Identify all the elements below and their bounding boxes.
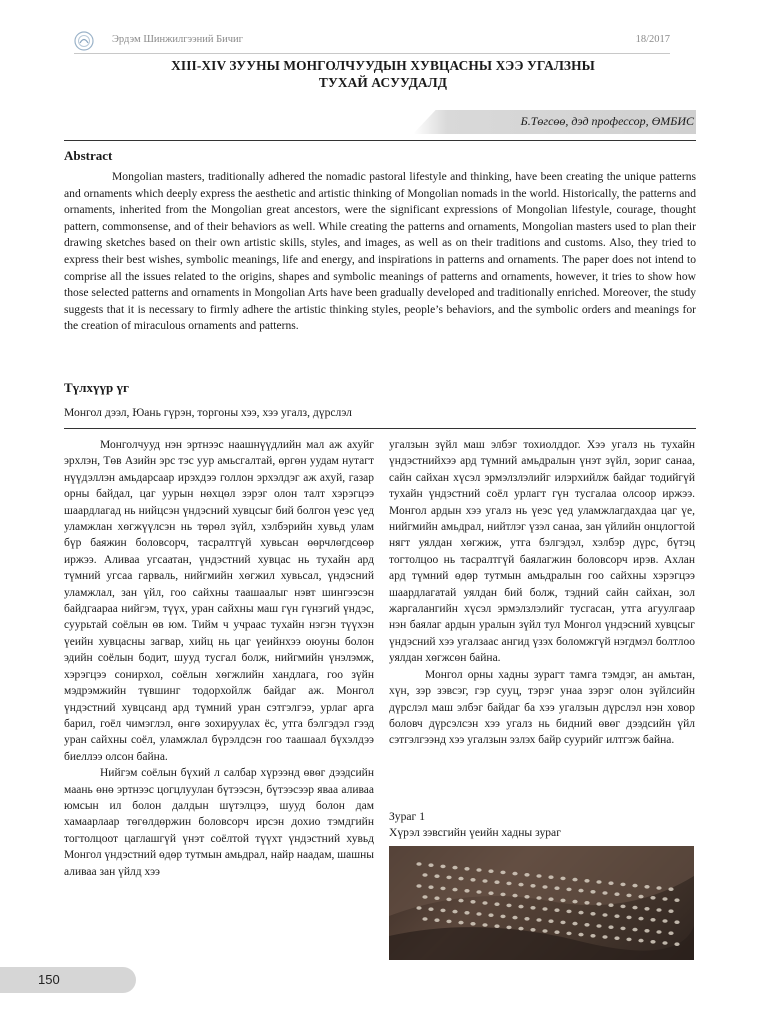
body-paragraph: Нийгэм соёлын бүхий л салбар хүрээнд өвөг дээдсийн маань өнө эртнээс цогцлуулан бүтээсэн, бүтээсээр яваа аливаа юмсын ил болон далдын шүтэлцээ, шууд болон дам хамаарлаар төгөлдөржин боловсорч ирсэн дохио тэмдгийн тогтолцоот цаглашгүй үнэт соёлтой түүхт үндэстний хувьд Монгол үндэстний өдөр тутмын амьдрал, найр наадам, шашны аливаа зан үйлд хээ (64, 767, 374, 878)
petroglyph-mark (662, 941, 667, 945)
petroglyph-mark (476, 890, 481, 894)
issue-number: 18/2017 (635, 34, 670, 45)
petroglyph-mark (476, 868, 481, 872)
petroglyph-mark (500, 871, 505, 875)
petroglyph-mark (500, 893, 505, 897)
petroglyph-mark (428, 885, 433, 889)
petroglyph-mark (452, 866, 457, 870)
petroglyph-mark (644, 885, 649, 889)
petroglyph-mark (614, 936, 619, 940)
keywords-heading: Түлхүүр үг (64, 380, 129, 395)
petroglyph-mark (572, 878, 577, 882)
petroglyph-mark (608, 925, 613, 929)
petroglyph-mark (434, 874, 439, 878)
body-column-right (389, 437, 695, 749)
petroglyph-mark (440, 865, 445, 869)
figure-caption: Хүрэл зэвсгийн үеийн хадны зураг (389, 826, 561, 839)
petroglyph-mark (542, 885, 547, 889)
petroglyph-mark (518, 905, 523, 909)
petroglyph-mark (632, 884, 637, 888)
petroglyph-mark (650, 896, 655, 900)
petroglyph-mark (584, 901, 589, 905)
petroglyph-mark (458, 921, 463, 925)
petroglyph-mark (662, 897, 667, 901)
petroglyph-mark (434, 918, 439, 922)
petroglyph-mark (644, 929, 649, 933)
petroglyph-mark (458, 899, 463, 903)
petroglyph-mark (452, 888, 457, 892)
page-number-tab (0, 967, 136, 993)
petroglyph-mark (620, 905, 625, 909)
petroglyph-mark (548, 897, 553, 901)
title-line-1: XIII-XIV ЗУУНЫ МОНГОЛЧУУДЫН ХУВЦАСНЫ ХЭЭ УГАЛЗНЫ (171, 58, 595, 73)
petroglyph-mark (644, 907, 649, 911)
petroglyph-mark (674, 898, 679, 902)
petroglyph-mark (548, 919, 553, 923)
petroglyph-mark (494, 924, 499, 928)
journal-logo-icon (74, 31, 94, 51)
petroglyph-mark (674, 942, 679, 946)
petroglyph-mark (518, 927, 523, 931)
petroglyph-mark (452, 910, 457, 914)
petroglyph-mark (548, 875, 553, 879)
petroglyph-mark (596, 902, 601, 906)
petroglyph-mark (554, 886, 559, 890)
petroglyph-mark (554, 908, 559, 912)
petroglyph-mark (536, 918, 541, 922)
petroglyph-mark (584, 879, 589, 883)
petroglyph-mark (638, 917, 643, 921)
petroglyph-mark (536, 896, 541, 900)
article-title (74, 57, 692, 91)
petroglyph-mark (530, 928, 535, 932)
petroglyph-mark (560, 899, 565, 903)
petroglyph-mark (512, 894, 517, 898)
petroglyph-mark (596, 924, 601, 928)
petroglyph-mark (626, 938, 631, 942)
petroglyph-mark (608, 903, 613, 907)
petroglyph-mark (530, 884, 535, 888)
petroglyph-mark (668, 931, 673, 935)
petroglyph-mark (632, 906, 637, 910)
petroglyph-mark (518, 883, 523, 887)
petroglyph-mark (650, 940, 655, 944)
petroglyph-mark (512, 872, 517, 876)
petroglyph-mark (524, 917, 529, 921)
petroglyph-mark (458, 877, 463, 881)
petroglyph-mark (446, 898, 451, 902)
petroglyph-mark (620, 883, 625, 887)
petroglyph-mark (542, 907, 547, 911)
petroglyph-mark (464, 911, 469, 915)
petroglyph-mark (440, 887, 445, 891)
petroglyph-mark (542, 929, 547, 933)
rock-art-pattern (389, 846, 694, 960)
petroglyph-mark (626, 894, 631, 898)
petroglyph-mark (674, 920, 679, 924)
petroglyph-mark (608, 881, 613, 885)
petroglyph-mark (446, 920, 451, 924)
petroglyph-mark (428, 863, 433, 867)
rock-art-photo (389, 846, 694, 960)
top-divider (64, 140, 696, 141)
petroglyph-mark (464, 867, 469, 871)
petroglyph-mark (614, 914, 619, 918)
author-line: Б.Төгсөө, дэд профессор, ӨМБИС (520, 114, 694, 128)
petroglyph-mark (506, 904, 511, 908)
petroglyph-mark (590, 912, 595, 916)
petroglyph-mark (566, 910, 571, 914)
petroglyph-mark (428, 907, 433, 911)
page-number: 150 (38, 972, 60, 987)
petroglyph-mark (536, 874, 541, 878)
petroglyph-mark (620, 927, 625, 931)
petroglyph-mark (656, 908, 661, 912)
petroglyph-mark (560, 921, 565, 925)
petroglyph-mark (602, 935, 607, 939)
petroglyph-mark (494, 880, 499, 884)
petroglyph-mark (524, 895, 529, 899)
petroglyph-mark (422, 873, 427, 877)
petroglyph-mark (434, 896, 439, 900)
petroglyph-mark (524, 873, 529, 877)
petroglyph-mark (566, 888, 571, 892)
body-paragraph: Монгол орны хадны зурагт тамга тэмдэг, ан амьтан, хүн, зэр зэвсэг, гэр сууц, тэрэг унаа зэрэг олон зүйлсийн дүрслэл маш элбэг байдаг ба хээ угалзын дүрслэл нэн ховор боловч дүрсэлсэн хээ угалз нь бидний өвөг дээдсийн үйл сэтгэлгээнд хээ угалзын эзлэх байр суурийг илтгэж байна. (389, 668, 695, 747)
body-column-left (64, 437, 374, 880)
figure-label: Зураг 1 (389, 810, 425, 823)
petroglyph-mark (464, 889, 469, 893)
petroglyph-mark (416, 862, 421, 866)
body-paragraph: угалзын зүйл маш элбэг тохиолддог. Хээ угалз нь тухайн үндэстнийхээ ард түмний амьдралын үнэт зүйл, зориг санаа, сайн сайхан хүсэл эрмэлзлэлийг илэрхийлж байдаг тодийгүй тухайн үндэстний соёл урлагт гүн тусгалаа олсоор иржээ. Монгол ардын хээ угалз нь үеэс үед уламжлагдахдаа цаг үе, нийгмийн амьдрал, нийтлэг үзэл санаа, зан үйлийн онцлогтой нягт уялдан хөгжиж, утга бэлгэдэл, хэлбэр дүрс, бүтэц тогтолцоо нь тасралтгүй баялагжин боловсорч ирэв. Ахлан ард түмний өдөр тутмын амьдралын гоо сайхны хэрэгцээ шаардлагатай уялдан бий болж, тэдний сайн сайхан, зол жаргалангийн хүсэл эрмэлзлэлийг тусгасан, утга агуулгаар нэн баялаг ардын уралын зүйл тул Монгол үндэсний хувцсыг үндэсний хээ угалзаас ангид үзэх боломжгүй нэгдмэл болтлоо уялдан хөгжсөн байна. (389, 439, 695, 665)
petroglyph-mark (668, 909, 673, 913)
keywords-text: Монгол дээл, Юань гүрэн, торгоны хээ, хээ угалз, дүрслэл (64, 406, 352, 419)
petroglyph-mark (554, 930, 559, 934)
petroglyph-mark (416, 884, 421, 888)
keywords-divider (64, 428, 696, 429)
petroglyph-mark (494, 902, 499, 906)
petroglyph-mark (422, 895, 427, 899)
petroglyph-mark (530, 906, 535, 910)
petroglyph-mark (482, 879, 487, 883)
petroglyph-mark (614, 892, 619, 896)
petroglyph-mark (638, 939, 643, 943)
petroglyph-mark (506, 926, 511, 930)
petroglyph-mark (662, 919, 667, 923)
petroglyph-mark (602, 891, 607, 895)
petroglyph-mark (470, 878, 475, 882)
petroglyph-mark (440, 909, 445, 913)
petroglyph-mark (506, 882, 511, 886)
petroglyph-mark (470, 900, 475, 904)
petroglyph-mark (512, 916, 517, 920)
petroglyph-mark (566, 932, 571, 936)
petroglyph-mark (482, 923, 487, 927)
title-line-2: ТУХАЙ АСУУДАЛД (318, 75, 448, 90)
petroglyph-mark (626, 916, 631, 920)
running-header (74, 31, 670, 54)
petroglyph-mark (422, 917, 427, 921)
petroglyph-mark (650, 918, 655, 922)
petroglyph-mark (560, 877, 565, 881)
petroglyph-mark (656, 930, 661, 934)
petroglyph-mark (656, 886, 661, 890)
body-paragraph: Монголчууд нэн эртнээс наашнүүдлийн мал аж ахуйг эрхлэн, Төв Азийн эрс тэс уур амьсгалтай, өргөн уудам нутагт нүүдэллэн амьдарсаар ирэхдээ голлон эрхэлдэг аж ахуй, газар орны байдал, цаг уурын нөхцөл зэрэг олон талт хэрэгцээ шаардлагад нь нийцсэн үндэсний хувцсыг бий болгон үеэс үед уламжлан хөгжүүлсэн нь төрөл зүйл, хэлбэрийн хувьд улам бүр баяжин боловсорч, тасралтгүй хувьсан өөрчлөгдсөөр иржээ. Аливаа угсаатан, үндэстний хувцас нь тухайн ард түмний угсаа гарваль, нийгмийн хөгжил хувьсал, үндэсний уламжлал, зан үйл, гоо сайхны таашаалыг нэвт шингээсэн байдгаараа нийгэм, түүх, уран сайхны маш гүн гүнзгий үндэс, суурьтай соёлын өв юм. Тийм ч учраас тухайн нэгэн түүхэн үеийн хувцасны загвар, хийц нь цаг үеийнхээ оюуны болон эдийн соёлын бодит, шууд тусгал болж, нийгмийн үнэлэмж, хэрэгцээ сонирхол, соёлын хөгжлийн хандлага, гоо зүйн мэдрэмжийн түвшинг тодорхойлж байдаг аж. Монгол үндэстний хувцсанд ард түмний уран сэтгэлгээ, урлаг арга барил, гоёл чимэглэл, өнгө зохируулах ёс, утга бэлгэдэл гээд уран сайхны соёл, уламжлал бүрэлдсэн гоо таашаал бүхэлдээ биеллээ олсон байна. (64, 439, 374, 763)
petroglyph-mark (488, 869, 493, 873)
petroglyph-mark (572, 900, 577, 904)
journal-name: Эрдэм Шинжилгээний Бичиг (112, 34, 243, 45)
petroglyph-mark (632, 928, 637, 932)
petroglyph-mark (590, 934, 595, 938)
petroglyph-mark (590, 890, 595, 894)
petroglyph-mark (446, 876, 451, 880)
petroglyph-mark (488, 891, 493, 895)
abstract-text: Mongolian masters, traditionally adhered the nomadic pastoral lifestyle and thinking, have been creating the unique patterns and ornaments which deeply express the aesthetic and artistic thinking of Mongolian nomads in the world. Historically, the patterns and ornaments, inherited from the Mongolian great ancestors, were the significant expressions of Mongolian lifestyle, courage, thought pattern, commonsense, and of their behaviors as well. While creating the patterns and ornaments, Mongolian masters used to plan their drawing sketches based on their own artistic skills, styles, and images, as well as on their traditions and customs. Also, they tried to express their best wishes, symbolic meanings, life and energy, and inspirations in patterns and ornaments. The paper does not intend to comprise all the issues related to the origins, shapes and symbolic meanings of patterns and ornaments, however, it tries to show how those selected patterns and ornaments in Mongolian Arts have been gradually developed and traditionally enriched. Moreover, the study suggests that it is necessary to firmly adhere the artistic thinking styles, people’s behaviors, and the symbolic orders and meanings for the creation of miraculous ornaments and patterns. (64, 170, 696, 333)
petroglyph-mark (416, 906, 421, 910)
petroglyph-mark (668, 887, 673, 891)
petroglyph-mark (482, 901, 487, 905)
petroglyph-mark (578, 889, 583, 893)
petroglyph-mark (638, 895, 643, 899)
petroglyph-mark (584, 923, 589, 927)
petroglyph-mark (578, 911, 583, 915)
petroglyph-mark (488, 913, 493, 917)
petroglyph-mark (572, 922, 577, 926)
petroglyph-mark (476, 912, 481, 916)
abstract-heading: Abstract (64, 148, 113, 163)
petroglyph-mark (578, 933, 583, 937)
petroglyph-mark (500, 915, 505, 919)
petroglyph-mark (470, 922, 475, 926)
petroglyph-mark (602, 913, 607, 917)
petroglyph-mark (596, 880, 601, 884)
